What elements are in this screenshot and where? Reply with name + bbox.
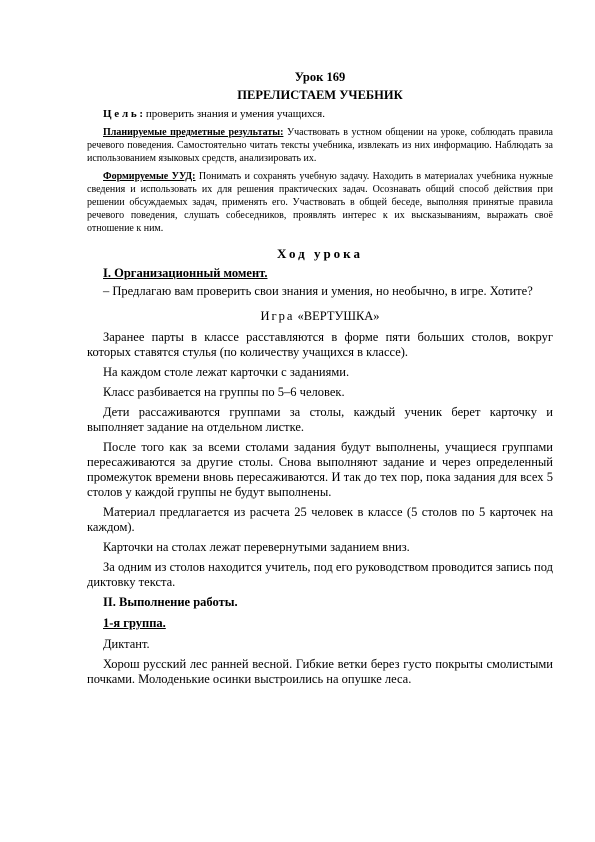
lesson-number: Урок 169 <box>294 70 346 84</box>
uud <box>87 170 553 235</box>
paragraph: Карточки на столах лежат перевернутыми заданием вниз. <box>103 540 410 554</box>
paragraph: Заранее парты в классе расставляются в форме пяти больших столов, вокруг которых ставятся стулья (по количеству учащихся в классе). <box>87 330 553 359</box>
uud-label: Формируемые УУД: <box>103 171 196 182</box>
section-1-heading-text: I. Организационный момент. <box>103 266 268 280</box>
planned-results-label: Планируемые предметные результаты: <box>103 127 284 138</box>
section-1-text: – Предлагаю вам проверить свои знания и умения, но необычно, в игре. Хотите? <box>103 284 533 298</box>
section-1-heading <box>87 266 553 281</box>
lesson-goal <box>87 107 553 121</box>
document-body <box>87 70 553 692</box>
task-label: Диктант. <box>103 637 150 651</box>
paragraph: Материал предлагается из расчета 25 человек в классе (5 столов по 5 карточек на каждом). <box>87 505 553 534</box>
paragraph: После того как за всеми столами задания будут выполнены, учащиеся группами пересаживаются за другие столы. Снова выполняют задание и через определенный промежуток времени вновь пересаживаются. И так до тех пор, пока задания для всех 5 столов у каждой группы не будут выполнены. <box>87 440 553 499</box>
dictation-text: Хорош русский лес ранней весной. Гибкие ветки берез густо покрыты смолистыми почками. Молоденькие осинки выстроились на опушке леса. <box>87 657 553 686</box>
group-heading <box>87 616 553 631</box>
game-label: Игра <box>260 309 295 323</box>
paragraph: Дети рассаживаются группами за столы, каждый ученик берет карточку и выполняет задание на отдельном листке. <box>87 405 553 434</box>
group-heading-text: 1-я группа. <box>103 616 166 630</box>
course-title: Ход урока <box>277 246 363 261</box>
game-title <box>87 309 553 324</box>
game-name: «ВЕРТУШКА» <box>294 309 380 323</box>
paragraph: Класс разбивается на группы по 5–6 человек. <box>103 385 345 399</box>
uud-text: Понимать и сохранять учебную задачу. Находить в материалах учебника нужные сведения и использовать их для решения практических задач. Осознавать общий способ действия при решении обсуждаемых задач, применять его. Участвовать в общей беседе, выполняя принятые правила речевого поведения, слушать собеседников, проявлять интерес к их высказываниям, выражать своё отношение к ним. <box>87 171 553 234</box>
lesson-title: ПЕРЕЛИСТАЕМ УЧЕБНИК <box>237 88 403 102</box>
section-2-heading: II. Выполнение работы. <box>103 595 238 609</box>
paragraph: На каждом столе лежат карточки с заданиями. <box>103 365 350 379</box>
goal-label: Ц е л ь : <box>103 108 144 120</box>
planned-results <box>87 126 553 165</box>
goal-text: проверить знания и умения учащихся. <box>143 108 325 120</box>
planned-results-text: Участвовать в устном общении на уроке, соблюдать правила речевого поведения. Самостоятельно читать тексты учебника, извлекать из них информацию. Наблюдать за использованием языковых средств, анализировать их. <box>87 127 553 164</box>
paragraph: За одним из столов находится учитель, под его руководством проводится запись под диктовку текста. <box>87 560 553 589</box>
